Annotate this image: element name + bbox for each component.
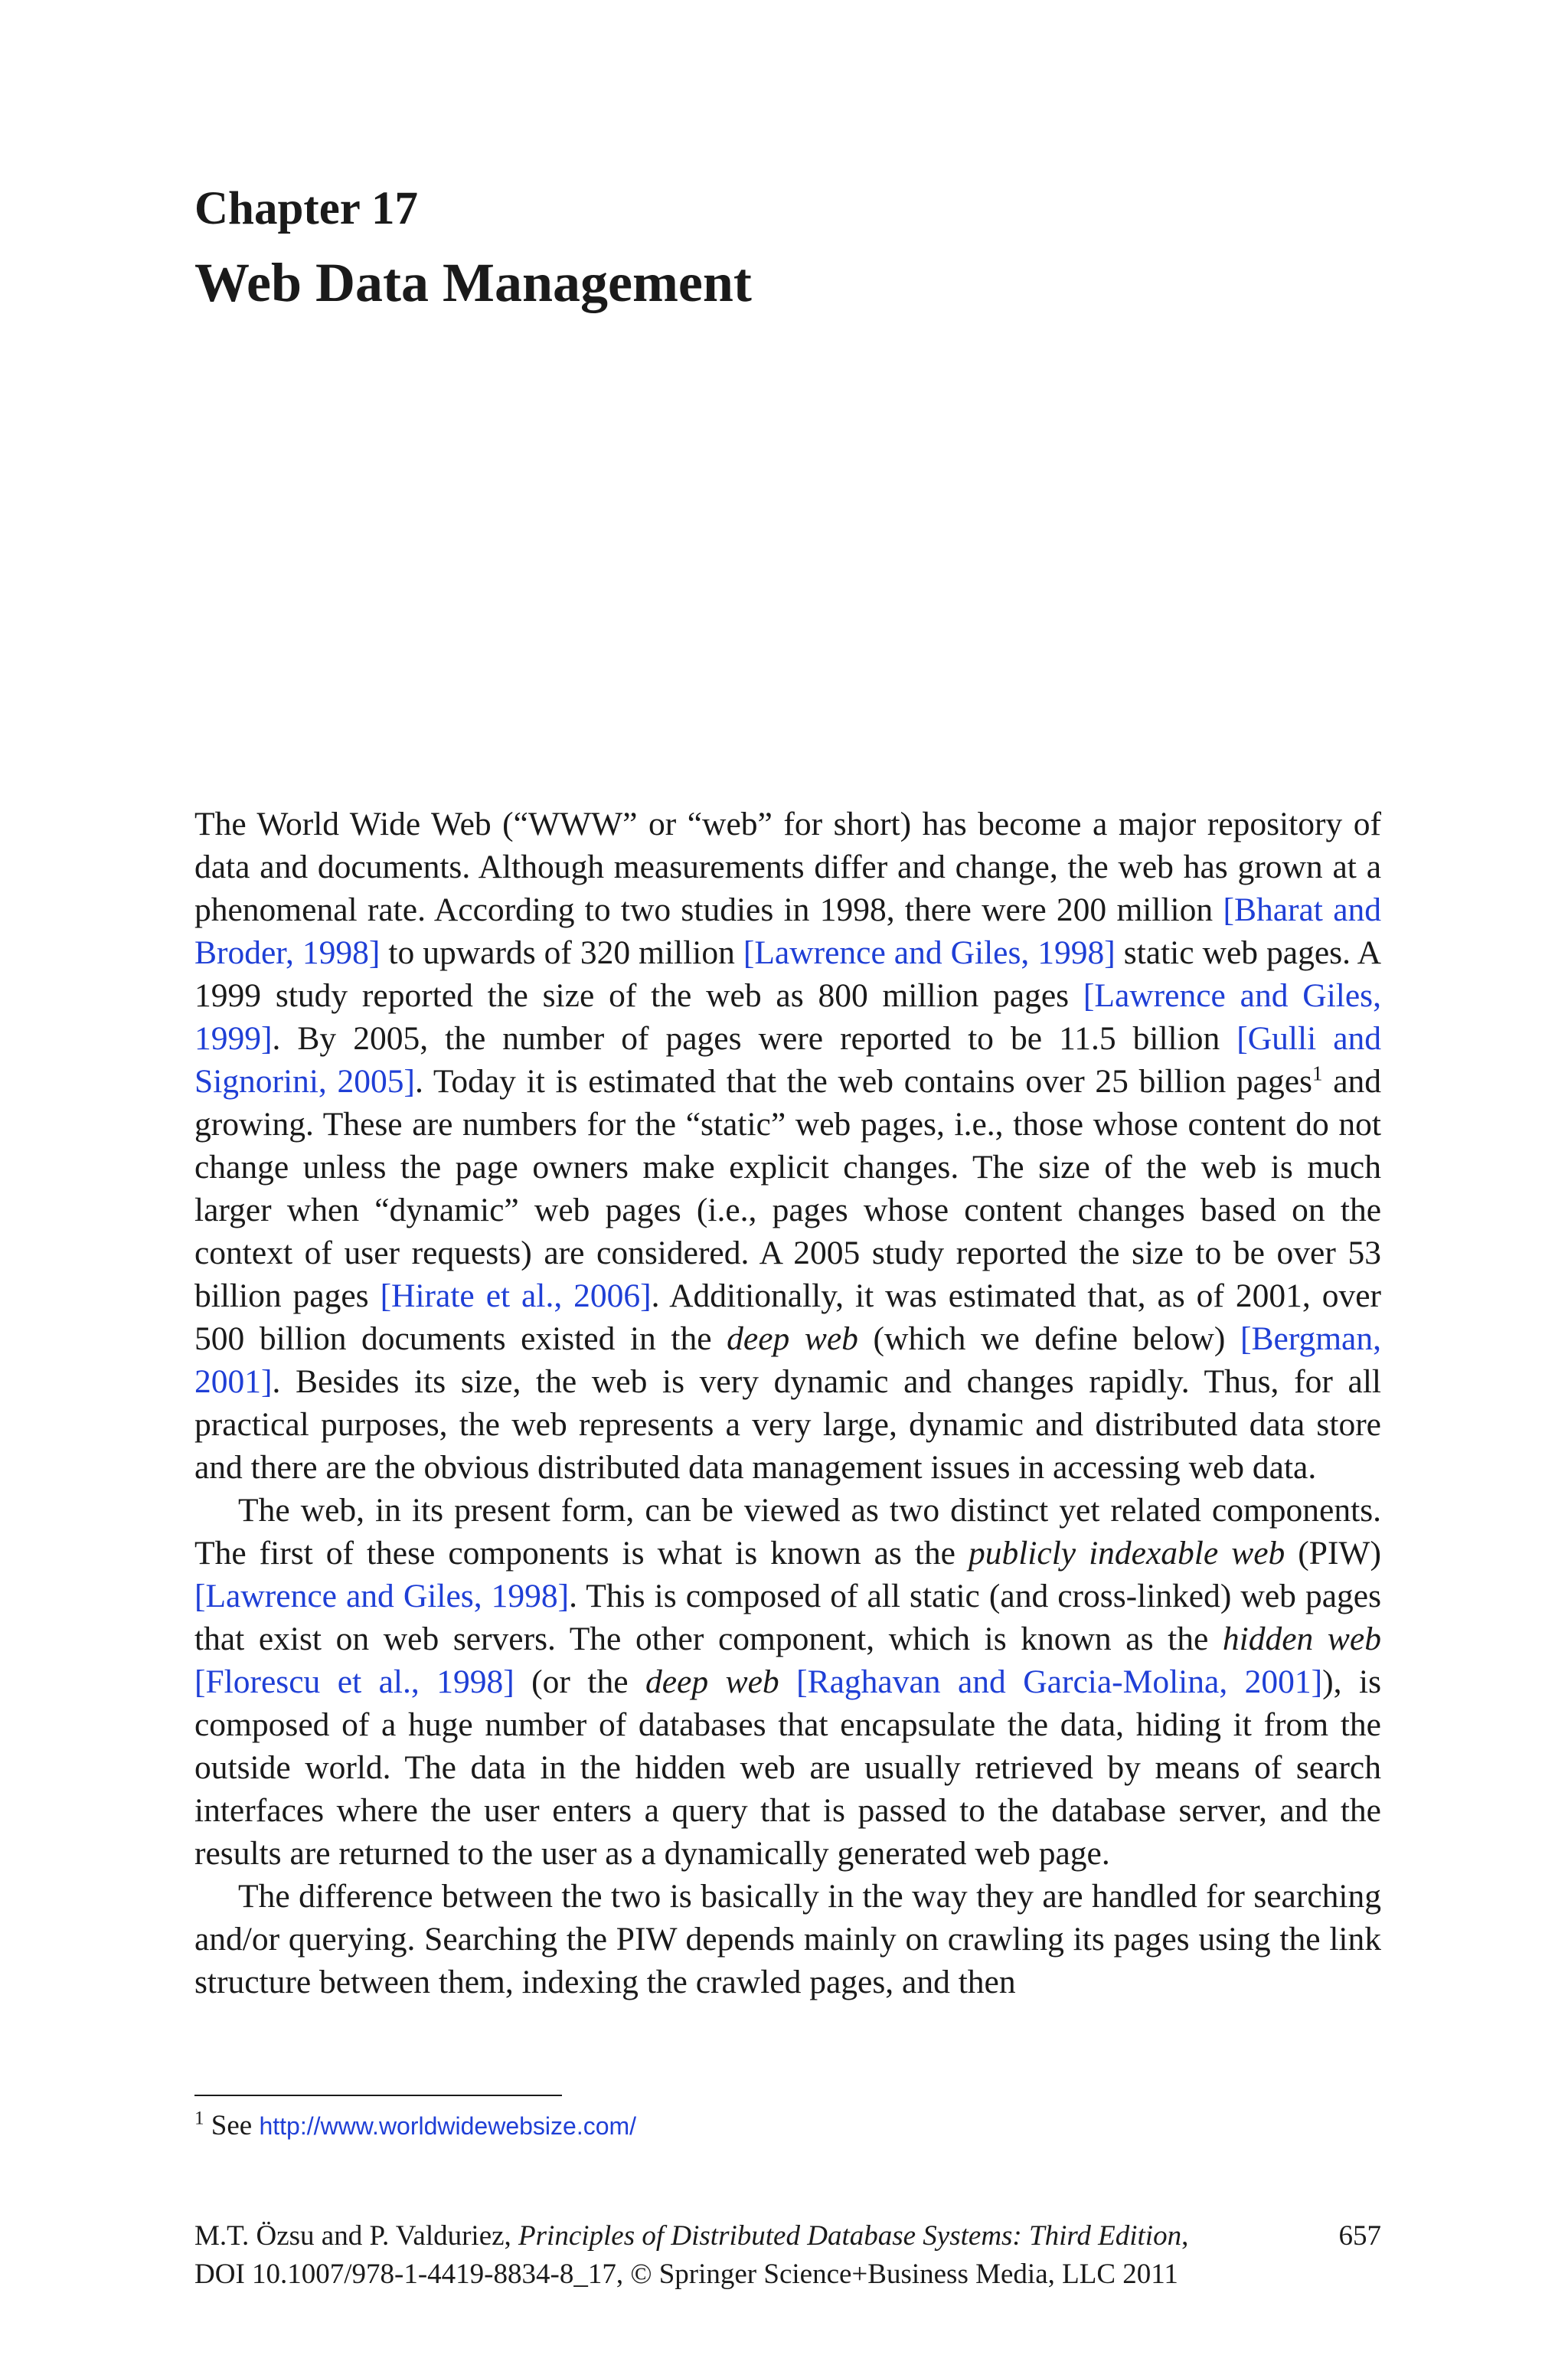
- emphasized-term: hidden web: [1222, 1621, 1381, 1657]
- text-run: ), is composed of a huge number of databases that encapsulate the data, hiding it from the outside world. The data in the hidden web are usually retrieved by means of search interfaces where the user enters a query that is passed to the database server, and the results are returned to the user as a dynamically generated web page.: [194, 1663, 1381, 1872]
- text-run: The web, in its present form, can be viewed as two distinct yet related components. The first of these components is what is known as the: [194, 1492, 1381, 1572]
- text-run: . Today it is estimated that the web contains over 25 billion pages: [415, 1063, 1312, 1100]
- citation-link[interactable]: [Raghavan and Garcia-Molina, 2001]: [796, 1663, 1323, 1700]
- citation-link[interactable]: [Lawrence and Giles, 1998]: [743, 934, 1116, 971]
- citation-link[interactable]: [Bharat and Broder, 1998]: [194, 891, 1381, 971]
- citation-link[interactable]: [Lawrence and Giles, 1998]: [194, 1578, 570, 1614]
- citation-link[interactable]: [Bergman, 2001]: [194, 1320, 1381, 1400]
- text-run: . Additionally, it was estimated that, as of 2001, over 500 billion documents existed in the: [194, 1277, 1381, 1357]
- paragraph-2: [194, 1489, 1381, 1875]
- imprint-comma: ,: [1181, 2220, 1189, 2252]
- text-run: and growing. These are numbers for the “static” web pages, i.e., those whose content do not change unless the page owners make explicit changes. The size of the web is much larger when “dynamic” web pages (i.e., pages whose content changes based on the context of user requests) are considered. A 2005 study reported the size to be over 53 billion pages: [194, 1063, 1382, 1314]
- footnote-rule: [194, 2095, 562, 2096]
- imprint: [194, 2217, 1381, 2294]
- paragraph-1: [194, 803, 1381, 1489]
- text-run: . Besides its size, the web is very dynamic and changes rapidly. Thus, for all practical purposes, the web represents a very large, dynamic and distributed data store and there are the obvious distributed data management issues in accessing web data.: [194, 1363, 1381, 1486]
- text-run: . By 2005, the number of pages were reported to be 11.5 billion: [272, 1020, 1237, 1057]
- text-run: static web pages. A 1999 study reported the size of the web as 800 million pages: [194, 934, 1381, 1014]
- emphasized-term: deep web: [645, 1663, 779, 1700]
- body-text: [194, 803, 1381, 2003]
- text-run: to upwards of 320 million: [380, 934, 743, 971]
- imprint-book-title: Principles of Distributed Database Systems: Third Edition: [518, 2220, 1182, 2252]
- text-run: The difference between the two is basically in the way they are handled for searching and/or querying. Searching the PIW depends mainly on crawling its pages using the link structure between them, indexing the crawled pages, and then: [194, 1878, 1381, 2000]
- text-run: . This is composed of all static (and cross-linked) web pages that exist on web servers. The other component, which is known as the: [194, 1578, 1381, 1657]
- citation-link[interactable]: [Gulli and Signorini, 2005]: [194, 1020, 1382, 1100]
- footnote-reference[interactable]: 1: [1312, 1061, 1323, 1085]
- chapter-title: Web Data Management: [194, 252, 752, 313]
- text-run: [779, 1663, 796, 1700]
- citation-link[interactable]: [Florescu et al., 1998]: [194, 1663, 514, 1700]
- paragraph-3: [194, 1875, 1381, 2003]
- imprint-authors: M.T. Özsu and P. Valduriez,: [194, 2220, 519, 2252]
- footnote-url-link[interactable]: http://www.worldwidewebsize.com/: [259, 2112, 637, 2140]
- footnote: [194, 2108, 636, 2144]
- page-number: 657: [1338, 2220, 1381, 2252]
- footnote-marker: 1: [194, 2108, 204, 2129]
- emphasized-term: deep web: [727, 1320, 858, 1357]
- imprint-citation: [194, 2217, 1381, 2255]
- text-run: (which we define below): [858, 1320, 1240, 1357]
- citation-link[interactable]: [Hirate et al., 2006]: [380, 1277, 652, 1314]
- footnote-text: See: [204, 2110, 260, 2141]
- citation-link[interactable]: [Lawrence and Giles, 1999]: [194, 977, 1381, 1057]
- emphasized-term: publicly indexable web: [968, 1535, 1285, 1572]
- text-run: The World Wide Web (“WWW” or “web” for short) has become a major repository of data and documents. Although measurements differ and change, the web has grown at a phenomenal rate. According to two studies in 1998, there were 200 million: [194, 806, 1381, 928]
- text-run: (or the: [514, 1663, 645, 1700]
- text-run: (PIW): [1285, 1535, 1381, 1572]
- chapter-number: Chapter 17: [194, 183, 419, 234]
- imprint-doi: DOI 10.1007/978-1-4419-8834-8_17, © Springer Science+Business Media, LLC 2011: [194, 2259, 1178, 2290]
